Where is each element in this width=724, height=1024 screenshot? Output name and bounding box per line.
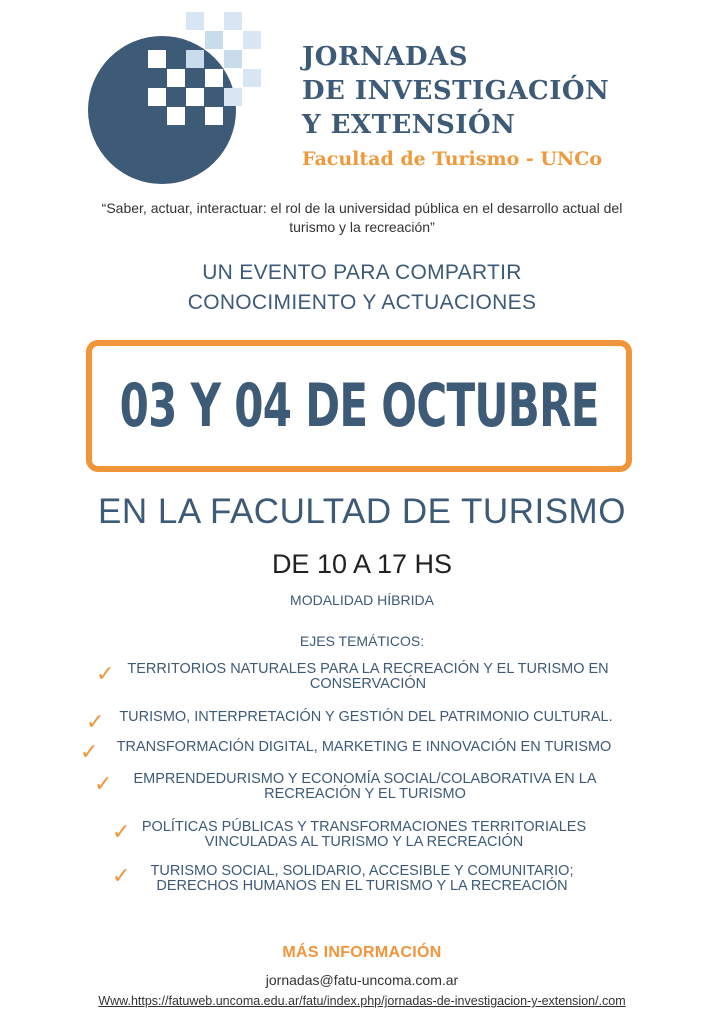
axis-item-line-2: CONSERVACIÓN [309, 676, 427, 692]
quote: “Saber, actuar, interactuar: el rol de la universidad pública en el desarrollo actual del turismo y la recreación” [101, 200, 623, 235]
axis-item-line-1: EMPRENDEDURISMO Y ECONOMÍA SOCIAL/COLABORATIVA EN LA [133, 771, 597, 787]
axis-item [86, 709, 634, 735]
more-info-heading: MÁS INFORMACIÓN [282, 944, 442, 961]
mode: MODALIDAD HÍBRIDA [290, 592, 434, 608]
axis-item [112, 820, 604, 850]
event-intro-line-2: CONOCIMIENTO Y ACTUACIONES [187, 291, 537, 314]
axis-item-line-1: TERRITORIOS NATURALES PARA LA RECREACIÓN Y EL TURISMO EN [127, 661, 609, 677]
title-line-1: JORNADAS [302, 42, 468, 72]
event-intro-line-1: UN EVENTO PARA COMPARTIR [202, 261, 522, 284]
axis-item-line-2: VINCULADAS AL TURISMO Y LA RECREACIÓN [204, 834, 524, 850]
event-intro [0, 258, 724, 318]
check-icon: ✓ [112, 820, 131, 845]
axis-item-line-1: TURISMO, INTERPRETACIÓN Y GESTIÓN DEL PATRIMONIO CULTURAL. [119, 709, 613, 725]
check-icon: ✓ [112, 864, 131, 889]
axis-item [94, 772, 624, 802]
website-link[interactable]: Www.https://fatuweb.uncoma.edu.ar/fatu/index.php/jornadas-de-investigacion-y-extension/.com [98, 994, 626, 1008]
axis-item [96, 662, 628, 692]
axis-item-line-1: TRANSFORMACIÓN DIGITAL, MARKETING E INNOVACIÓN EN TURISMO [116, 739, 612, 755]
hours: DE 10 A 17 HS [271, 549, 453, 579]
axis-item [80, 739, 636, 765]
axis-item-line-1: POLÍTICAS PÚBLICAS Y TRANSFORMACIONES TERRITORIALES [141, 819, 587, 835]
axes-heading: EJES TEMÁTICOS: [299, 633, 425, 649]
event-date: 03 Y 04 DE OCTUBRE [119, 371, 599, 441]
axis-item-line-2: RECREACIÓN Y EL TURISMO [264, 786, 466, 802]
contact-email[interactable]: jornadas@fatu-uncoma.com.ar [265, 972, 459, 988]
axis-item-line-1: TURISMO SOCIAL, SOLIDARIO, ACCESIBLE Y COMUNITARIO; [150, 863, 574, 879]
title-line-3: Y EXTENSIÓN [302, 110, 516, 140]
subtitle: Facultad de Turismo - UNCo [302, 148, 603, 170]
check-icon: ✓ [94, 772, 113, 797]
axis-item-line-2: DERECHOS HUMANOS EN EL TURISMO Y LA RECREACIÓN [156, 878, 568, 894]
venue: EN LA FACULTAD DE TURISMO [98, 492, 626, 531]
check-icon: ✓ [86, 710, 105, 735]
axis-item [112, 864, 600, 894]
title-line-2: DE INVESTIGACIÓN [302, 76, 610, 106]
date-box [86, 340, 632, 472]
title-block [302, 40, 609, 172]
check-icon: ✓ [80, 740, 99, 765]
check-icon: ✓ [96, 662, 115, 687]
event-logo [88, 12, 268, 184]
